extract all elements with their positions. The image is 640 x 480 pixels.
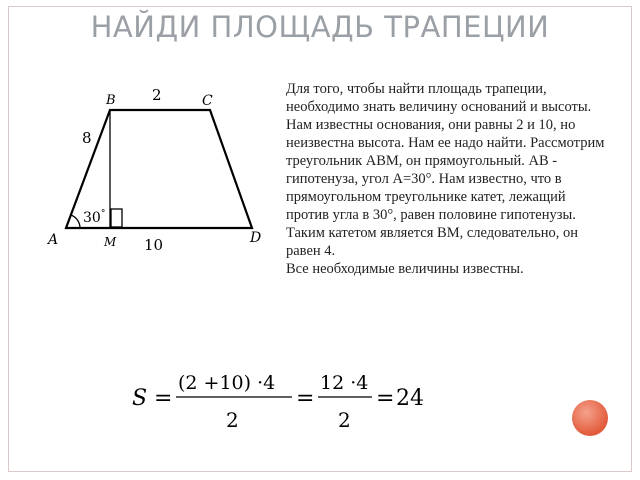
conclusion-line: Все необходимые величины известны. [286,261,524,277]
angle-value: 30° [83,209,106,226]
right-angle-mark [111,209,122,227]
explanation-text [286,80,606,278]
label-A: A [48,232,59,248]
formula-num2: 12 ·4 [320,372,369,394]
side-length: 8 [82,129,92,147]
label-C: C [202,93,213,109]
bottom-base-length: 10 [144,236,164,254]
slide-title: НАЙДИ ПЛОЩАДЬ ТРАПЕЦИИ [90,10,550,44]
label-M: M [104,235,117,249]
label-D: D [250,230,262,246]
formula-eq2: = [296,386,315,411]
formula-den1: 2 [226,408,239,432]
formula-den2: 2 [338,408,351,432]
formula-eq1: = [154,386,173,411]
formula-result: 24 [396,386,424,411]
area-formula [130,365,450,435]
formula-eq3: = [376,386,395,411]
angle-arc [71,215,80,228]
decorative-circle [572,400,608,436]
top-base-length: 2 [152,86,162,104]
formula-num1: (2 +10) ·4 [178,372,276,394]
explanation-paragraph: Для того, чтобы найти площадь трапеции, необходимо знать величину оснований и высоты. Нам известны основания, они равны 2 и 10, но неизвестна высота. Нам ее надо найти. Рассмотрим треугольник АВМ, он прямоугольный. АВ - гипотенуза, угол А=30°. Нам известно, что в прямоугольном треугольнике катет, лежащий против угла в 30°, равен половине гипотенузы. Таким катетом является ВМ, следовательно, он равен 4. [286,81,605,259]
formula-lhs: S [132,386,148,411]
trapezoid-figure [40,80,280,260]
label-B: B [106,93,116,108]
